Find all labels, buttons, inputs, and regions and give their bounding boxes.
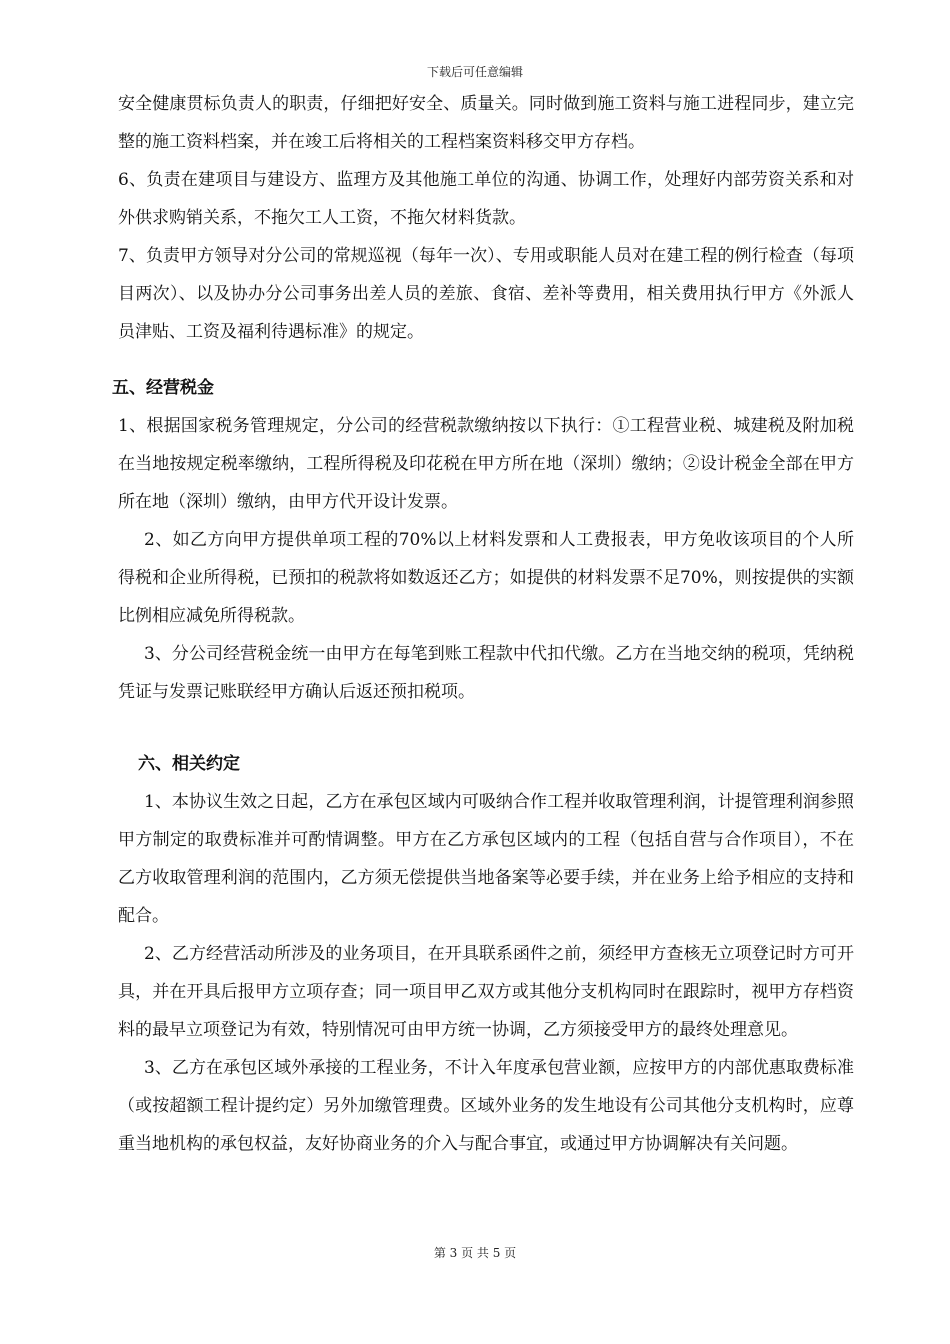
section-heading-tax: 五、经营税金 <box>112 378 214 398</box>
page-number: 第 3 页 共 5 页 <box>433 1246 517 1260</box>
tax-paragraph-2: 2、如乙方向甲方提供单项工程的70%以上材料发票和人工费报表，甲方免收该项目的个人所得税和企业所得税，已预扣的税款将如数返还乙方；如提供的材料发票不足70%，则按提供的实额比例相应减免所得税款。 <box>118 530 854 626</box>
tax-paragraph-3: 3、分公司经营税金统一由甲方在每笔到账工程款中代扣代缴。乙方在当地交纳的税项，凭纳税凭证与发票记账联经甲方确认后返还预扣税项。 <box>118 644 854 702</box>
section-heading-agreements: 六、相关约定 <box>138 754 240 774</box>
paragraph-continuation: 安全健康贯标负责人的职责，仔细把好安全、质量关。同时做到施工资料与施工进程同步，建立完整的施工资料档案，并在竣工后将相关的工程档案资料移交甲方存档。 <box>118 94 854 152</box>
agreement-paragraph-1: 1、本协议生效之日起，乙方在承包区域内可吸纳合作工程并收取管理利润，计提管理利润参照甲方制定的取费标准并可酌情调整。甲方在乙方承包区域内的工程（包括自营与合作项目），不在乙方收取管理利润的范围内，乙方须无偿提供当地备案等必要手续，并在业务上给予相应的支持和配合。 <box>118 792 854 926</box>
paragraph-item-7: 7、负责甲方领导对分公司的常规巡视（每年一次）、专用或职能人员对在建工程的例行检查（每项目两次）、以及协办分公司事务出差人员的差旅、食宿、差补等费用，相关费用执行甲方《外派人员津贴、工资及福利待遇标准》的规定。 <box>118 246 854 342</box>
paragraph-item-6: 6、负责在建项目与建设方、监理方及其他施工单位的沟通、协调工作，处理好内部劳资关系和对外供求购销关系，不拖欠工人工资，不拖欠材料货款。 <box>118 170 854 228</box>
agreement-paragraph-2: 2、乙方经营活动所涉及的业务项目，在开具联系函件之前，须经甲方查核无立项登记时方可开具，并在开具后报甲方立项存查；同一项目甲乙双方或其他分支机构同时在跟踪时，视甲方存档资料的最早立项登记为有效，特别情况可由甲方统一协调，乙方须接受甲方的最终处理意见。 <box>118 944 854 1040</box>
section-spacer <box>118 351 854 369</box>
document-body <box>112 85 854 1163</box>
agreement-paragraph-3: 3、乙方在承包区域外承接的工程业务，不计入年度承包营业额，应按甲方的内部优惠取费标准（或按超额工程计提约定）另外加缴管理费。区域外业务的发生地设有公司其他分支机构时，应尊重当地机构的承包权益，友好协商业务的介入与配合事宜，或通过甲方协调解决有关问题。 <box>118 1058 854 1154</box>
tax-paragraph-1: 1、根据国家税务管理规定，分公司的经营税款缴纳按以下执行：①工程营业税、城建税及附加税在当地按规定税率缴纳，工程所得税及印花税在甲方所在地（深圳）缴纳；②设计税金全部在甲方所在地（深圳）缴纳，由甲方代开设计发票。 <box>118 416 854 512</box>
header-note: 下载后可任意编辑 <box>426 65 523 79</box>
section-spacer <box>118 711 854 745</box>
